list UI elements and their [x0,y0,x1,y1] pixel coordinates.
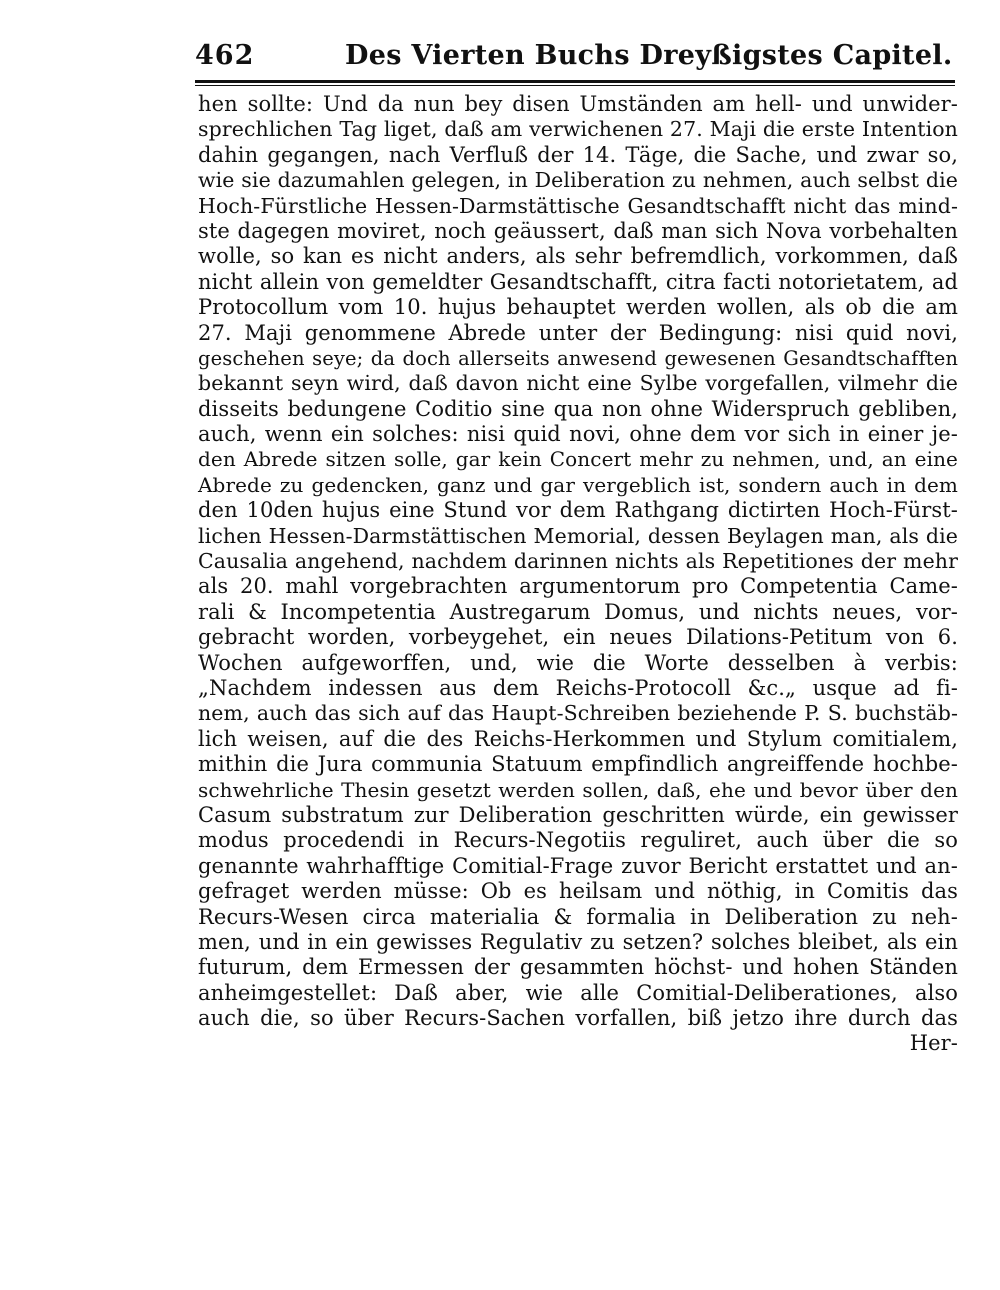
text-line: lich weisen, auf die des Reichs-Herkommen und Stylum comitialem, [198,726,958,751]
text-line: Abrede zu gedencken, ganz und gar vergeblich ist, sondern auch in dem [198,472,958,497]
header-rule-thin [195,85,955,86]
text-line: Causalia angehend, nachdem darinnen nichts als Repetitiones der mehr [198,549,958,574]
text-line: futurum, dem Ermessen der gesammten höchst- und hohen Ständen [198,955,958,980]
text-line: wie sie dazumahlen gelegen, in Deliberation zu nehmen, auch selbst die [198,168,958,193]
text-line: men, und in ein gewisses Regulativ zu setzen? solches bleibet, als ein [198,929,958,954]
text-line: rali & Incompetentia Austregarum Domus, und nichts neues, vor- [198,599,958,624]
text-line: Hoch-Fürstliche Hessen-Darmstättische Gesandtschafft nicht das mind- [198,193,958,218]
text-line: bekannt seyn wird, daß davon nicht eine Sylbe vorgefallen, vilmehr die [198,371,958,396]
text-line: Wochen aufgeworffen, und, wie die Worte desselben à verbis: [198,650,958,675]
text-line: wolle, so kan es nicht anders, als sehr befremdlich, vorkommen, daß [198,244,958,269]
body-text [198,92,958,1057]
header-rule [195,80,955,83]
text-line: geschehen seye; da doch allerseits anwesend gewesenen Gesandtschafften [198,346,958,370]
page-header [195,34,955,84]
text-line: den 10den hujus eine Stund vor dem Rathgang dictirten Hoch-Fürst- [198,498,958,523]
text-line: auch, wenn ein solches: nisi quid novi, ohne dem vor sich in einer je- [198,422,958,447]
text-line: 27. Maji genommene Abrede unter der Bedingung: nisi quid novi, [198,320,958,345]
text-line: gebracht worden, vorbeygehet, ein neues Dilations-Petitum von 6. [198,625,958,650]
text-line: ste dagegen moviret, noch geäussert, daß man sich Nova vorbehalten [198,218,958,243]
text-line: mithin die Jura communia Statuum empfindlich angreiffende hochbe- [198,752,958,777]
text-line: disseits bedungene Coditio sine qua non ohne Widerspruch gebliben, [198,396,958,421]
text-line: Protocollum vom 10. hujus behauptet werden wollen, als ob die am [198,295,958,320]
text-line: lichen Hessen-Darmstättischen Memorial, dessen Beylagen man, als die [198,523,958,548]
text-line: nem, auch das sich auf das Haupt-Schreiben beziehende P. S. buchstäb- [198,701,958,726]
catchword: Her- [909,1031,958,1056]
running-title: Des Vierten Buchs Dreyßigstes Capitel. [345,40,953,71]
text-line: anheimgestellet: Daß aber, wie alle Comitial-Deliberationes, also [198,980,958,1005]
text-line: modus procedendi in Recurs-Negotiis reguliret, auch über die so [198,828,958,853]
text-line: als 20. mahl vorgebrachten argumentorum pro Competentia Came- [198,574,958,599]
text-line: Recurs-Wesen circa materialia & formalia in Deliberation zu neh- [198,904,958,929]
text-line: gefraget werden müsse: Ob es heilsam und nöthig, in Comitis das [198,879,958,904]
text-line: Casum substratum zur Deliberation geschritten würde, ein gewisser [198,802,958,827]
page-number: 462 [195,40,255,71]
text-line: genannte wahrhafftige Comitial-Frage zuvor Bericht erstattet und an- [198,853,958,878]
text-line: hen sollte: Und da nun bey disen Umständen am hell- und unwider- [198,92,958,116]
text-line: schwehrliche Thesin gesetzt werden sollen, daß, ehe und bevor über den [198,777,958,802]
text-line: sprechlichen Tag liget, daß am verwichenen 27. Maji die erste Intention [198,117,958,142]
text-line: dahin gegangen, nach Verfluß der 14. Täge, die Sache, und zwar so, [198,142,958,167]
text-line: „Nachdem indessen aus dem Reichs-Protocoll &c.„ usque ad fi- [198,675,958,700]
text-line: den Abrede sitzen solle, gar kein Concert mehr zu nehmen, und, an eine [198,447,958,472]
text-line: auch die, so über Recurs-Sachen vorfallen, biß jetzo ihre durch das [198,1006,958,1031]
text-line: nicht allein von gemeldter Gesandtschafft, citra facti notorietatem, ad [198,269,958,294]
